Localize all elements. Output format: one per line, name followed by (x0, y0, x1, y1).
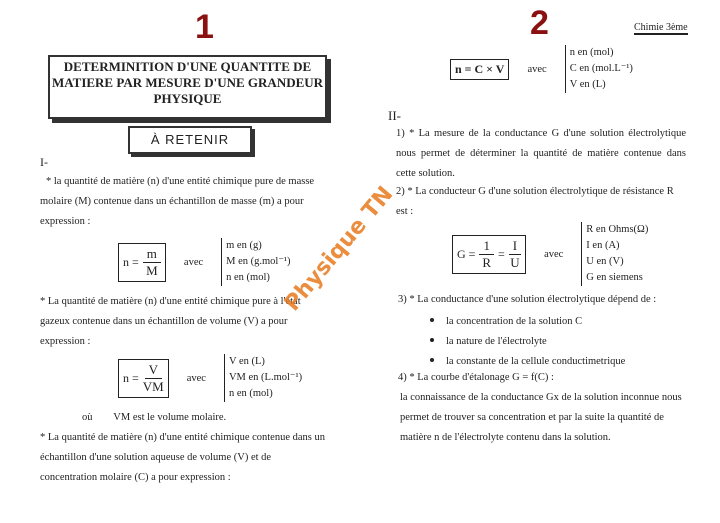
numerator: m (143, 246, 161, 263)
item-2: 2) * La conducteur G d'une solution électrolytique de résistance R est : (396, 186, 674, 217)
bullet-text: la nature de l'électrolyte (446, 336, 547, 347)
formula-box: G = $\frac{1}{R}$ = $\frac{I}{U}$ (452, 235, 526, 274)
unit: I en (A) (586, 240, 620, 251)
lhs: n = (123, 370, 139, 385)
paragraph-solution: * La quantité de matière (n) d'une entité chimique contenue dans un échantillon d'une solution aqueuse de volume (V) et de concentration molaire (C) a pour expression : (40, 432, 325, 483)
fraction (143, 362, 164, 395)
formula-gas (118, 354, 302, 402)
watermark: Physique TN (280, 181, 399, 317)
unit: M en (g.mol⁻¹) (226, 256, 291, 267)
formula-mass (118, 238, 291, 286)
denominator: U (510, 254, 520, 270)
numerator: 1 (479, 238, 494, 255)
unit: U en (V) (586, 256, 624, 267)
page-number-1: 1 (195, 8, 214, 46)
units-list (221, 238, 290, 286)
avec-label: avec (183, 256, 204, 268)
formula-box: n = C × V (450, 59, 509, 80)
unit: V en (L) (228, 356, 265, 367)
fraction (479, 238, 494, 271)
lhs: G = (457, 246, 476, 261)
unit: VM en (L.mol⁻¹) (228, 372, 303, 383)
formula-box (118, 243, 166, 282)
bullet-icon (430, 358, 434, 362)
lhs: n = (123, 254, 139, 269)
paragraph-mass: * la quantité de matière (n) d'une entité chimique pure de masse molaire (M) contenue dans un échantillon de masse (m) a pour expression : (40, 176, 315, 227)
unit: V en (L) (569, 79, 606, 90)
bullet-text: la constante de la cellule conductimetrique (446, 356, 626, 367)
formula-cv (450, 45, 633, 93)
fraction (143, 246, 161, 279)
paragraph-gas: * La quantité de matière (n) d'une entité chimique pure à l'état gazeux contenue dans un échantillon de volume (V) a pour expression : (40, 296, 301, 347)
numerator: I (509, 238, 521, 255)
denominator: R (482, 254, 492, 270)
item-3: 3) * La conductance d'une solution électrolytique dépend de : (398, 294, 657, 305)
factor-list (400, 312, 625, 372)
section-ii: II- (388, 108, 401, 123)
unit: n en (mol) (228, 388, 273, 399)
denominator: VM (142, 378, 164, 394)
bullet-icon (430, 318, 434, 322)
avec-label: avec (527, 63, 547, 75)
bullet-icon (430, 338, 434, 342)
unit: G en siemens (586, 272, 643, 283)
page-title: DETERMINITION D'UNE QUANTITE DE MATIERE PAR MESURE D'UNE GRANDEUR PHYSIQUE (48, 55, 327, 119)
formula-conductance (452, 222, 648, 286)
section-i: I- (40, 155, 48, 169)
list-item (400, 312, 625, 332)
formula-box (118, 359, 169, 398)
units-list (565, 45, 633, 93)
page-number-2: 2 (530, 4, 549, 42)
numerator: V (145, 362, 162, 379)
fraction (509, 238, 521, 271)
units-list (581, 222, 648, 286)
unit: n en (mol) (569, 47, 614, 58)
item-4: 4) * La courbe d'étalonage G = f(C) : (398, 372, 554, 383)
denominator: M (146, 262, 158, 278)
header-label: Chimie 3ème (634, 22, 688, 33)
avec-label: avec (544, 248, 564, 260)
retenir-box: À RETENIR (128, 126, 252, 154)
unit: n en (mol) (226, 272, 270, 283)
avec-label: avec (186, 372, 206, 384)
list-item (400, 352, 625, 372)
item-4-text: la connaissance de la conductance Gx de la solution inconnue nous permet de trouver sa concentration et par la suite la quantité de matière n de l'électrolyte contenu dans la solution. (400, 392, 682, 443)
unit: C en (mol.L⁻¹) (569, 63, 633, 74)
item-1: 1) * La mesure de la conductance G d'une solution électrolytique nous permet de déterminer la quantité de matière contenue dans cette solution. (396, 128, 686, 179)
units-list (224, 354, 302, 402)
bullet-text: la concentration de la solution C (446, 316, 583, 327)
list-item (400, 332, 625, 352)
unit: m en (g) (226, 240, 262, 251)
unit: R en Ohms(Ω) (586, 224, 649, 235)
molar-volume-note: où VM est le volume molaire. (82, 412, 227, 423)
